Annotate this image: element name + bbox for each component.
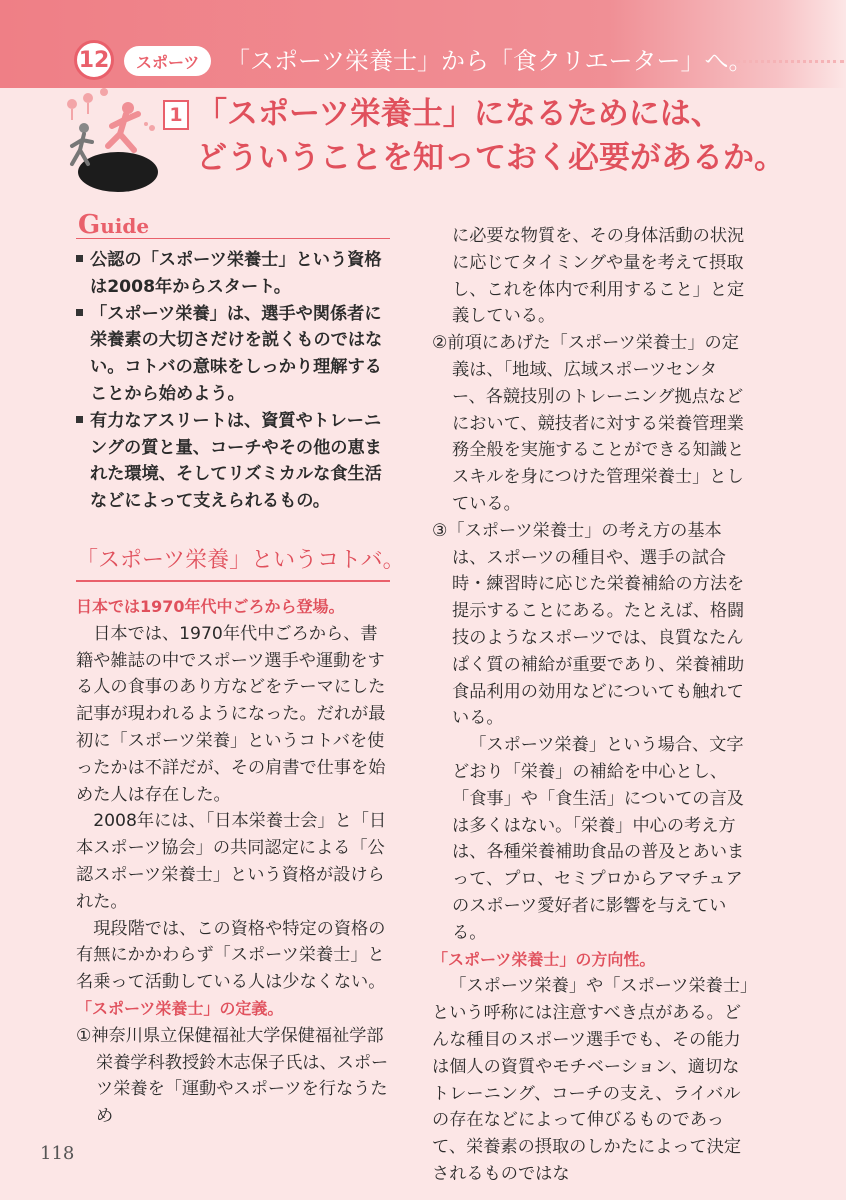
header-dotted-line <box>736 60 844 63</box>
body-paragraph: 現段階では、この資格や特定の資格の有無にかかわらず「スポーツ栄養士」と名乗って活動している人は少なくない。 <box>76 918 386 993</box>
page-number: 118 <box>40 1143 75 1164</box>
guide-heading-initial: G <box>78 210 101 240</box>
guide-item: 公認の「スポーツ栄養士」という資格は2008年からスタート。 <box>76 247 390 301</box>
numbered-item-1-continued: に必要な物質を、その身体活動の状況に応じてタイミングや量を考えて摂取し、これを体内で利用すること」と定義している。 <box>452 226 745 327</box>
chapter-category-tag: スポーツ <box>124 46 211 76</box>
square-bullet-icon <box>76 255 83 262</box>
left-column <box>76 210 405 1130</box>
square-bullet-icon <box>76 416 83 423</box>
body-paragraph: 「スポーツ栄養」や「スポーツ栄養士」という呼称には注意すべき点がある。どんな種目のスポーツ選手でも、その能力は個人の資質やモチベーション、適切なトレーニング、コーチの支え、ライバルの存在などによって伸びるものであって、栄養素の摂取のしかたによって決定されるものではな <box>432 976 749 1184</box>
numbered-item-3: ③「スポーツ栄養士」の考え方の基本は、スポーツの種目や、選手の試合時・練習時に応じた栄養補給の方法を提示することにある。たとえば、格闘技のようなスポーツでは、良質なたんぱく質の補給が重要であり、栄養補助食品利用の効用などについても触れている。 <box>432 520 745 729</box>
numbered-item-1: ①神奈川県立保健福祉大学保健福祉学部栄養学科教授鈴木志保子氏は、スポーツ栄養を「運動やスポーツを行なうため <box>76 1025 389 1127</box>
right-column <box>432 223 750 1188</box>
body-paragraph: 日本では、1970年代中ごろから、書籍や雑誌の中でスポーツ選手や運動をする人の食事のあり方などをテーマにした記事が現われるようになった。だれが最初に「スポーツ栄養」というコトバを使ったかは不詳だが、その肩書で仕事を始めた人は存在した。 <box>76 623 386 805</box>
guide-heading <box>76 212 390 239</box>
guide-item: 「スポーツ栄養」は、選手や関係者に栄養素の大切さだけを説くものではない。コトバの意味をしっかり理解することから始めよう。 <box>76 301 390 408</box>
guide-heading-rest: uide <box>100 214 150 238</box>
guide-item: 有力なアスリートは、資質やトレーニングの質と量、コーチやその他の恵まれた環境、そしてリズミカルな食生活などによって支えられるもの。 <box>76 408 390 515</box>
sub-heading-sports-nutrition-word: 「スポーツ栄養」というコトバ。 <box>76 543 390 582</box>
body-paragraph: 「スポーツ栄養」という場合、文字どおり「栄養」の補給を中心とし、「食事」や「食生活」についての言及は多くはない。「栄養」中心の考え方は、各種栄養補助食品の普及とあいまって、プロ、セミプロからアマチュアのスポーツ愛好者に影響を与えている。 <box>452 735 745 943</box>
body-paragraph: 2008年には、「日本栄養士会」と「日本スポーツ協会」の共同認定による「公認スポーツ栄養士」という資格が設けられた。 <box>76 811 387 912</box>
red-heading-direction: 「スポーツ栄養士」の方向性。 <box>432 949 656 969</box>
section-title-line-2: どういうことを知っておく必要があるか。 <box>196 140 785 176</box>
numbered-item-2: ②前項にあげた「スポーツ栄養士」の定義は、「地域、広域スポーツセンター、各競技別のトレーニング拠点などにおいて、競技者に対する栄養管理業務全般を実施することができる知識とスキルを身につけた管理栄養士」としている。 <box>432 333 745 514</box>
chapter-number-badge: 12 <box>74 40 114 80</box>
chapter-title: 「スポーツ栄養士」から「食クリエーター」へ。 <box>226 47 753 75</box>
square-bullet-icon <box>76 309 83 316</box>
red-heading-definition: 「スポーツ栄養士」の定義。 <box>76 998 284 1018</box>
section-title <box>196 92 785 180</box>
red-heading-1970s: 日本では1970年代中ごろから登場。 <box>76 596 345 616</box>
runner-illustration-icon <box>62 84 162 196</box>
section-number-box: 1 <box>163 100 189 130</box>
section-title-line-1: 「スポーツ栄養士」になるためには、 <box>196 96 722 132</box>
